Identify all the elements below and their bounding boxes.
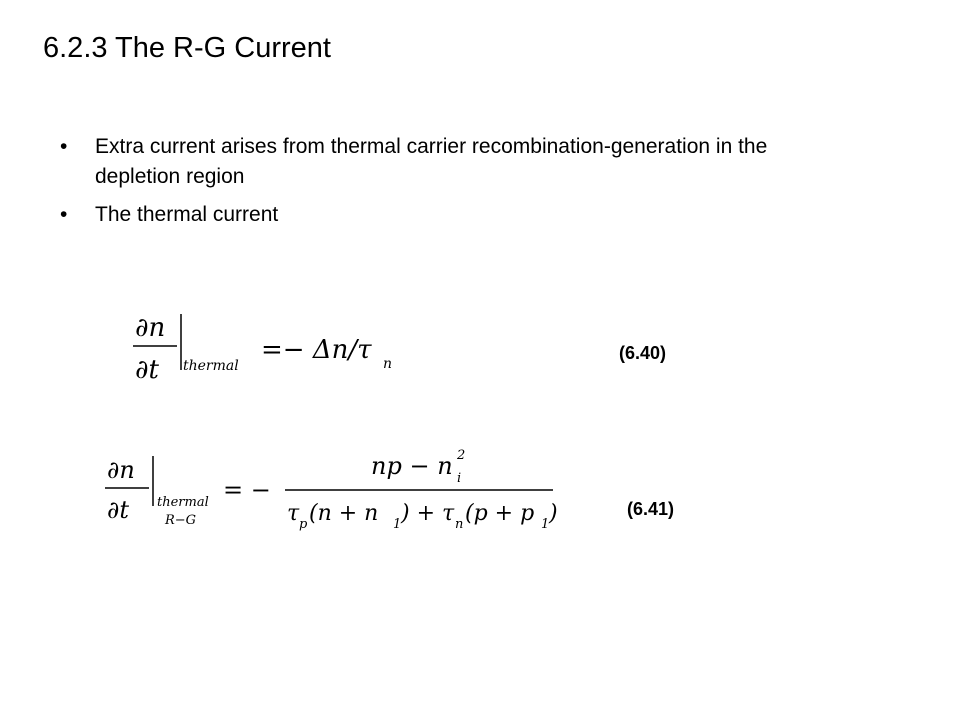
eq2-den-term-1-sub: 1 [393, 517, 402, 532]
eq2-den-tau2-sub: n [455, 517, 464, 532]
eq2-subscript-top: thermal [157, 495, 209, 510]
slide-title: 6.2.3 The R-G Current [43, 32, 331, 64]
eq2-den-term-1: (n + n [309, 501, 379, 526]
eq1-denominator: ∂t [135, 355, 159, 385]
eq2-den-tau: τ [287, 501, 300, 526]
eq2-denominator: ∂t [107, 496, 130, 524]
eq1-numerator: ∂n [135, 313, 166, 343]
eq1-subscript: thermal [183, 358, 239, 374]
equation-number: (6.40) [619, 343, 667, 363]
eq1-rhs-subscript: n [383, 356, 393, 372]
eq1-rhs: =− Δn/τ [261, 335, 372, 365]
eq2-den-term-2-sub: 1 [541, 517, 550, 532]
bullet-text: Extra current arises from thermal carrier recombination-generation in the depletion region [95, 135, 768, 188]
eq2-den-term-2: (p + p [465, 501, 535, 526]
bullet-text: The thermal current [95, 203, 279, 226]
equation-6-41 [105, 444, 565, 540]
eq2-subscript-bottom: R−G [165, 513, 197, 528]
eq2-den-tau-sub: p [299, 517, 308, 532]
bullet-dot: • [60, 203, 68, 226]
bullet-item [60, 132, 780, 192]
bullet-item [60, 200, 780, 230]
eq2-equals: = − [223, 476, 271, 504]
eq2-den-close: ) [549, 501, 558, 526]
eq2-numerator-sub: i [457, 471, 462, 486]
equation-6-40 [133, 306, 413, 386]
eq2-numerator-sup: 2 [457, 448, 466, 463]
eq2-den-plus-tau: ) + τ [401, 501, 455, 526]
equation-number: (6.41) [627, 499, 675, 519]
eq2-numerator: ∂n [107, 456, 135, 484]
bullet-dot: • [60, 135, 68, 158]
eq2-numerator-rhs: np − n [371, 452, 453, 480]
bullet-list [60, 132, 780, 238]
